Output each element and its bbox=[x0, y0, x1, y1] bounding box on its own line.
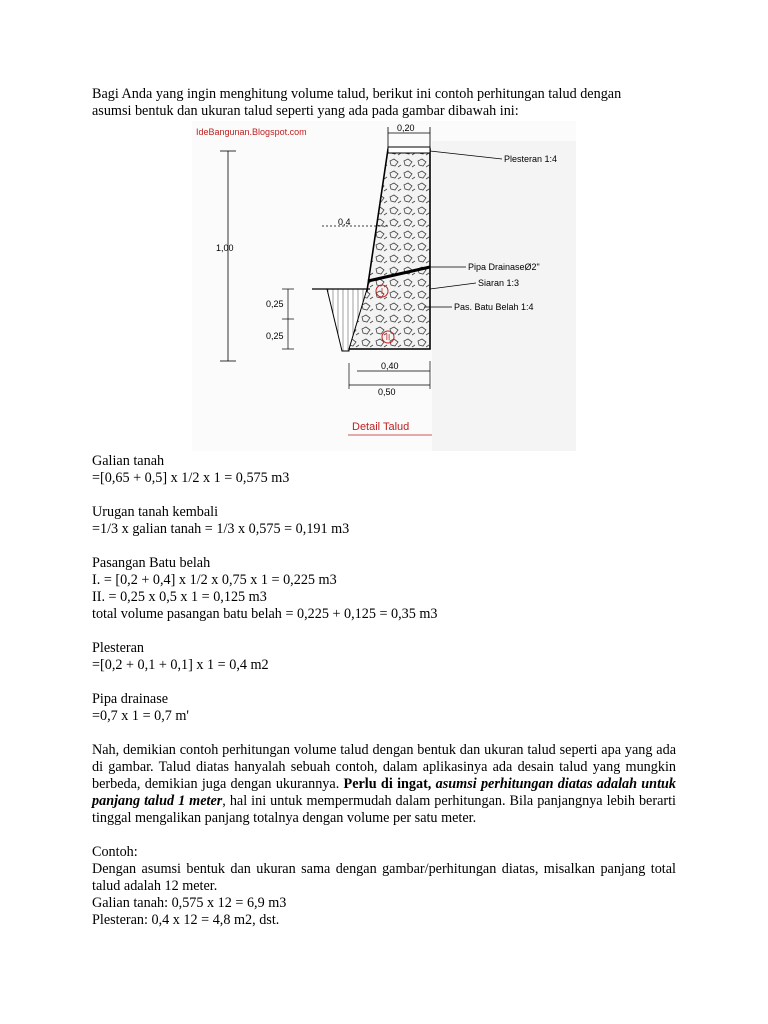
contoh-title: Contoh: bbox=[92, 844, 138, 860]
dim-height: 1,00 bbox=[216, 243, 234, 253]
galian-title: Galian tanah bbox=[92, 453, 165, 469]
plesteran-title: Plesteran bbox=[92, 640, 145, 656]
closing-bold: Perlu di ingat, bbox=[343, 776, 432, 792]
intro-line-1: Bagi Anda yang ingin menghitung volume talud, berikut ini contoh perhitungan talud dengan bbox=[92, 86, 622, 102]
contoh-line-1: Galian tanah: 0,575 x 12 = 6,9 m3 bbox=[92, 895, 287, 911]
talud-figure bbox=[92, 121, 676, 453]
closing-part-2: , hal ini untuk mempermudah dalam perhitungan. Bila panjangnya lebih berarti tinggal mengalikan panjang totalnya dengan volume per satu meter. bbox=[92, 793, 676, 826]
urugan-title: Urugan tanah kembali bbox=[92, 504, 219, 520]
talud-diagram bbox=[192, 121, 576, 451]
pasangan-line-2: II. = 0,25 x 0,5 x 1 = 0,125 m3 bbox=[92, 589, 267, 605]
mark-2: II bbox=[385, 333, 391, 342]
closing-paragraph bbox=[92, 742, 676, 827]
contoh-line-2: Plesteran: 0,4 x 12 = 4,8 m2, dst. bbox=[92, 912, 280, 928]
contoh-text: Dengan asumsi bentuk dan ukuran sama dengan gambar/perhitungan diatas, misalkan panjang total talud adalah 12 meter. bbox=[92, 861, 676, 894]
label-pipa: Pipa DrainaseØ2" bbox=[468, 262, 540, 272]
dim-upper: 0,25 bbox=[266, 299, 284, 309]
figure-caption: Detail Talud bbox=[352, 421, 410, 433]
closing-bold-italic: asumsi perhitungan diatas adalah untuk panjang talud 1 meter bbox=[92, 776, 676, 809]
pipa-title: Pipa drainase bbox=[92, 691, 169, 707]
pipa-formula: =0,7 x 1 = 0,7 m' bbox=[92, 708, 189, 724]
closing-part-1: Nah, demikian contoh perhitungan volume talud dengan bentuk dan ukuran talud seperti apa yang ada di gambar. Talud diatas hanyalah sebuah contoh, dalam aplikasinya ada desain talud yang mungkin berbeda, demikian juga dengan ukurannya. bbox=[92, 742, 676, 792]
dim-top: 0,20 bbox=[397, 123, 415, 133]
document-page bbox=[92, 86, 676, 929]
pasangan-line-1: I. = [0,2 + 0,4] x 1/2 x 0,75 x 1 = 0,225 m3 bbox=[92, 572, 337, 588]
pasangan-title: Pasangan Batu belah bbox=[92, 555, 211, 571]
mark-1: I bbox=[380, 287, 384, 296]
galian-formula: =[0,65 + 0,5] x 1/2 x 1 = 0,575 m3 bbox=[92, 470, 290, 486]
dim-slope: 0,4 bbox=[338, 217, 351, 227]
watermark-text: IdeBangunan.Blogspot.com bbox=[196, 127, 307, 137]
intro-line-2: asumsi bentuk dan ukuran talud seperti yang ada pada gambar dibawah ini: bbox=[92, 103, 519, 119]
label-plesteran: Plesteran 1:4 bbox=[504, 154, 558, 164]
plesteran-formula: =[0,2 + 0,1 + 0,1] x 1 = 0,4 m2 bbox=[92, 657, 269, 673]
label-siaran: Siaran 1:3 bbox=[478, 278, 520, 288]
dim-lower: 0,25 bbox=[266, 331, 284, 341]
urugan-formula: =1/3 x galian tanah = 1/3 x 0,575 = 0,191 m3 bbox=[92, 521, 350, 537]
label-pasangan: Pas. Batu Belah 1:4 bbox=[454, 302, 534, 312]
dim-base-inner: 0,40 bbox=[381, 361, 399, 371]
pasangan-total: total volume pasangan batu belah = 0,225 + 0,125 = 0,35 m3 bbox=[92, 606, 438, 622]
dim-base-outer: 0,50 bbox=[378, 387, 396, 397]
